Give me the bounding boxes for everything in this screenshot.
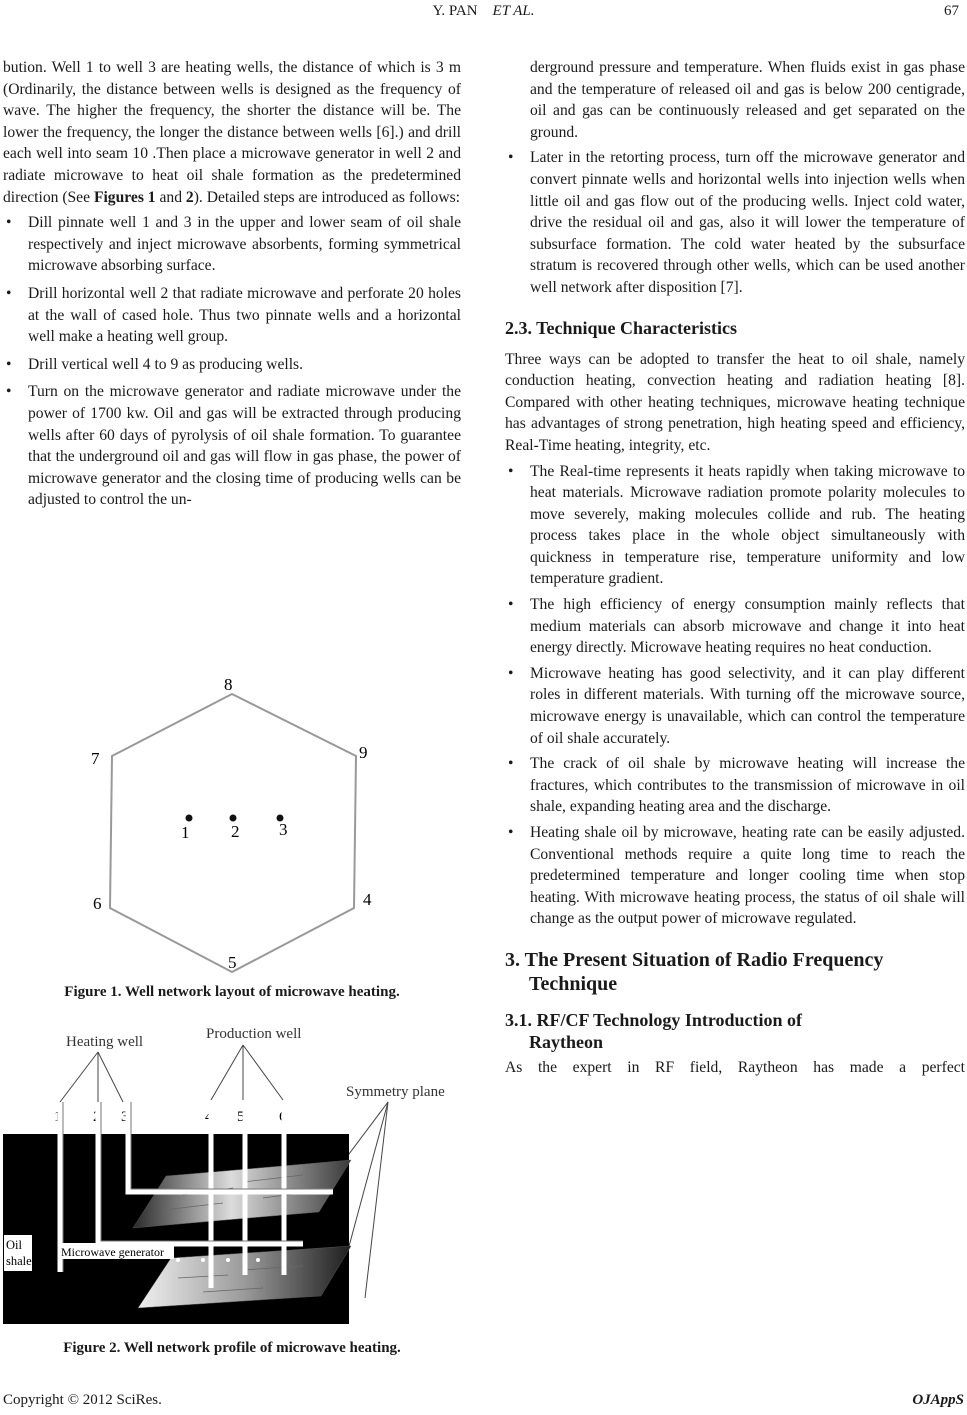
well-label-7: 7: [91, 749, 100, 768]
author-name: Y. PAN: [432, 3, 478, 19]
list-item: [3, 283, 461, 348]
figure-ref-link[interactable]: Figures 1: [93, 188, 156, 206]
list-item-text: Microwave heating has good selectivity, and it can play different roles in different materials. With turning off the microwave source, microwave energy is unavailable, which can control the temperature of oil shale accurately.: [530, 664, 965, 747]
list-item-text: derground pressure and temperature. When fluids exist in gas phase and the temperature of released oil and gas is below 200 centigrade, oil and gas can be continuously released and get separated on the ground.: [530, 59, 965, 141]
section-heading-3-line2: Technique: [529, 972, 618, 995]
oil-shale-label-line1: Oil: [6, 1238, 22, 1252]
figure-1-hexagon-diagram: [80, 672, 380, 978]
well-label-4: 4: [363, 890, 372, 909]
well-label-6: 6: [93, 894, 102, 913]
list-item-text: Drill vertical well 4 to 9 as producing wells.: [28, 355, 303, 373]
symmetry-plane-label: Symmetry plane: [346, 1084, 445, 1100]
bullet-icon: •: [508, 462, 514, 480]
list-item-text: Later in the retorting process, turn off the microwave generator and convert pinnate wells and horizontal wells into injection wells when little oil and gas flow out of the producing wells. Inject cold water, drive the residual oil and gas, also it will lower the temperature of subsurface formation. The cold water heated by the subsurface stratum is recovered through other wells, which can be used another well network after disposition [7].: [530, 149, 965, 296]
well-label-8: 8: [224, 675, 233, 694]
well-label-2: 2: [231, 822, 240, 841]
page-number: 67: [944, 3, 959, 19]
heating-well-label: Heating well: [66, 1034, 144, 1050]
left-column: [3, 57, 461, 511]
section-heading-3-line1: 3. The Present Situation of Radio Frequency: [505, 948, 884, 971]
bullet-icon: •: [508, 149, 514, 167]
well-number-1: 1: [54, 1109, 62, 1125]
well-point-1: [186, 815, 193, 822]
list-item: [505, 594, 965, 659]
paragraph-intro: [3, 57, 461, 208]
bullet-icon: •: [508, 824, 514, 841]
well-number-6: 6: [279, 1109, 287, 1125]
running-header-authors: [0, 3, 967, 20]
list-item: [3, 381, 461, 511]
well-label-1: 1: [181, 823, 190, 842]
list-item-text: The crack of oil shale by microwave heating will increase the fractures, which contributes to the transmission of microwave in oil shale, expanding heating area and the discharge.: [530, 755, 965, 816]
bullet-icon: •: [6, 383, 12, 401]
journal-name: OJAppS: [912, 1392, 964, 1408]
figure-2-caption: Figure 2. Well network profile of microwave heating.: [63, 1340, 401, 1356]
well-number-3: 3: [121, 1109, 129, 1125]
list-item: [3, 212, 461, 277]
well-number-2: 2: [93, 1109, 101, 1125]
list-item: [505, 663, 965, 749]
list-item: [505, 461, 965, 591]
well-number-4: 4: [205, 1109, 213, 1125]
list-item: [505, 822, 965, 930]
section-heading-3-1-line1: 3.1. RF/CF Technology Introduction of: [505, 1009, 803, 1030]
bullet-icon: •: [6, 214, 12, 232]
steps-list-continued: [505, 57, 965, 299]
section-heading-3: [505, 948, 965, 996]
figure-1-caption: Figure 1. Well network layout of microwave heating.: [64, 984, 400, 1000]
list-item-text: Turn on the microwave generator and radiate microwave under the power of 1700 kw. Oil and gas will be extracted through producing wells after 60 days of pyrolysis of oil shale formation. To guarantee that the underground oil and gas will flow in gas phase, the power of microwave generator and the closing time of producing wells can be adjusted to control the un-: [28, 383, 461, 509]
paragraph-text: bution. Well 1 to well 3 are heating wells, the distance of which is 3 m (Ordinarily, the distance between wells is designed as the frequency of wave. The higher the frequency, the shorter the distance will be. The lower the frequency, the longer the distance between wells [6].) and drill each well into seam 10 .Then place a microwave generator in well 2 and radiate microwave to heat oil shale formation as the predetermined direction (See: [3, 59, 461, 206]
list-item: [505, 57, 965, 143]
figure-ref-link[interactable]: 2: [185, 188, 194, 206]
paragraph-text: ). Detailed steps are introduced as follows:: [193, 188, 461, 206]
list-item-text: Dill pinnate well 1 and 3 in the upper and lower seam of oil shale respectively and inject microwave absorbents, forming symmetrical microwave absorbing surface.: [28, 214, 461, 275]
list-item: [3, 354, 461, 376]
section-heading-2-3: 2.3. Technique Characteristics: [505, 317, 737, 338]
production-well-label: Production well: [206, 1026, 302, 1042]
list-item-text: Drill horizontal well 2 that radiate microwave and perforate 20 holes at the wall of cased hole. Thus two pinnate wells and a horizontal well make a heating well group.: [28, 284, 461, 346]
steps-list: [3, 212, 461, 511]
list-item-text: Heating shale oil by microwave, heating rate can be easily adjusted. Conventional methods require a quite long time to reach the predetermined temperature and longer cooling time when stop heating. With microwave heating process, the status of oil shale will change as the output power of microwave regulated.: [530, 824, 965, 928]
oil-shale-label-line2: shale: [6, 1254, 32, 1268]
well-number-5: 5: [237, 1109, 245, 1125]
list-item: [505, 147, 965, 298]
figure-2-profile-diagram: [3, 1020, 463, 1325]
running-header: [0, 3, 967, 25]
characteristics-list: [505, 461, 965, 930]
paragraph-technique: Three ways can be adopted to transfer the heat to oil shale, namely conduction heating, convection heating and radiation heating [8]. Compared with other heating techniques, microwave heating technique has advantages of strong penetration, high heating speed and efficiency, Real-Time heating, integrity, etc.: [505, 350, 965, 454]
bullet-icon: •: [508, 596, 514, 614]
paragraph-text: and: [155, 188, 186, 206]
bullet-icon: •: [508, 664, 514, 682]
list-item: [505, 753, 965, 818]
paragraph-raytheon: As the expert in RF field, Raytheon has made a perfect: [505, 1058, 965, 1076]
well-label-3: 3: [279, 820, 288, 839]
well-point-2: [230, 815, 237, 822]
list-item-text: The high efficiency of energy consumption mainly reflects that medium materials can absorb microwave and change it into heat energy directly. Microwave heating requires no heat conduction.: [530, 596, 965, 657]
well-label-5: 5: [228, 953, 237, 972]
right-column: [505, 57, 965, 1079]
section-heading-3-1-line2: Raytheon: [529, 1031, 604, 1052]
copyright-notice: Copyright © 2012 SciRes.: [3, 1392, 162, 1408]
well-label-9: 9: [359, 743, 368, 762]
author-etal: ET AL.: [492, 3, 535, 19]
bullet-icon: •: [6, 355, 12, 373]
bullet-icon: •: [508, 755, 514, 773]
section-heading-3-1: [505, 1009, 965, 1053]
bullet-icon: •: [6, 284, 12, 302]
microwave-generator-label: Microwave generator: [61, 1245, 164, 1259]
list-item-text: The Real-time represents it heats rapidly when taking microwave to heat materials. Microwave radiation promote polarity molecules to move severely, making molecules collide and rub. The heating process takes place in the whole object simultaneously with quickness in temperature rise, temperature uniformity and low temperature gradient.: [530, 462, 965, 588]
